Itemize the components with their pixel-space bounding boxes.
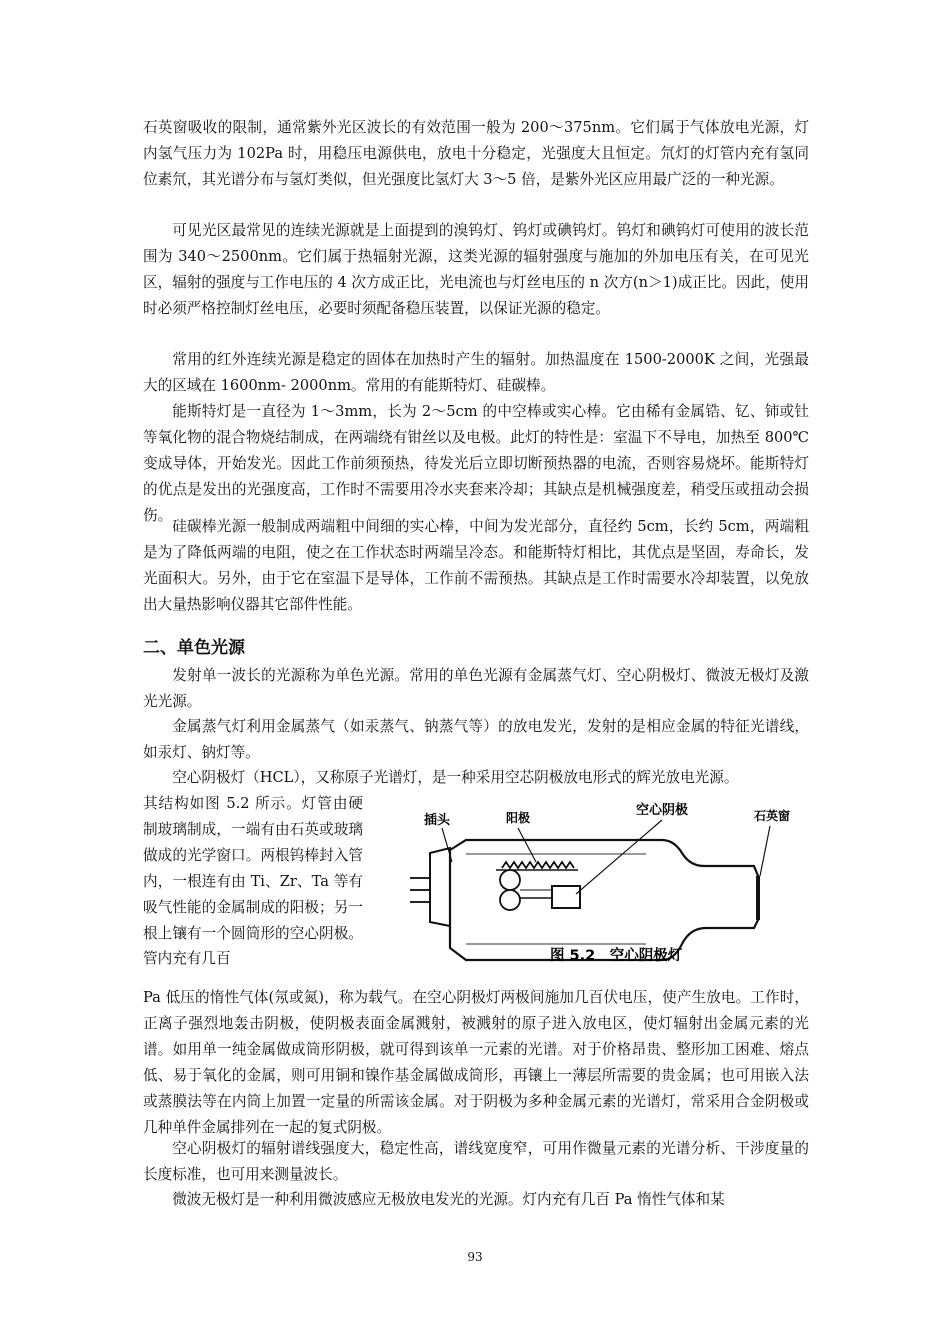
figure-caption: 图 5.2 空心阴极灯: [550, 948, 683, 964]
paragraph-microwave-lamp: 微波无极灯是一种利用微波感应无极放电发光的光源。灯内充有几百 Pa 惰性气体和某: [172, 1191, 725, 1208]
label-hollow-cathode: 空心阴极: [636, 803, 689, 818]
plug-base: [430, 848, 450, 926]
section-heading: 二、单色光源: [143, 638, 245, 658]
hollow-cathode: [552, 886, 580, 908]
paragraph-globar: 硅碳棒光源一般制成两端粗中间细的实心棒，中间为发光部分，直径约 5cm，长约 5cm，两端粗是为了降低两端的电阻，使之在工作状态时两端呈冷态。和能斯特灯相比，其优点是坚固，寿命长，发光面积大。另外，由于它在室温下是导体，工作前不需预热。其缺点是工作时需要水冷却装置，以免放出大量热影响仪器其它部件性能。: [143, 518, 809, 613]
leader-window: [760, 826, 770, 876]
page-number: 93: [467, 1250, 483, 1264]
paragraph-monochromatic: 发射单一波长的光源称为单色光源。常用的单色光源有金属蒸气灯、空心阴极灯、微波无极灯及激光光源。: [143, 667, 809, 710]
paragraph-hcl-applications: 空心阴极灯的辐射谱线强度大，稳定性高，谱线宽度窄，可用作微量元素的光谱分析、干涉度量的长度标准，也可用来测量波长。: [143, 1140, 809, 1183]
figure-hollow-cathode-lamp: [406, 798, 810, 974]
hollow-cathode-lamp-diagram: [406, 798, 810, 974]
glass-envelope: [450, 840, 758, 960]
label-anode: 阳极: [506, 811, 531, 825]
paragraph-hcl-continued: Pa 低压的惰性气体(氖或氮)，称为载气。在空心阴极灯两极间施加几百伏电压，使产生放电。工作时，正离子强烈地轰击阴极，使阴极表面金属溅射，被溅射的原子进入放电区，使灯辐射出金属元素的光谱。如用单一纯金属做成筒形阴极，就可得到该单一元素的光谱。对于价格昂贵、整形加工困难、熔点低、易于氧化的金属，则可用铜和镍作基金属做成筒形，再镶上一薄层所需要的贵金属；也可用嵌入法或蒸膜法等在内筒上加置一定量的所需该金属。对于阴极为多种金属元素的光谱灯，常采用合金阴极或几种单件金属排列在一起的复式阴极。: [143, 989, 809, 1136]
paragraph-nernst-lamp: 能斯特灯是一直径为 1～3mm，长为 2～5cm 的中空棒或实心棒。它由稀有金属锆、钇、铈或钍等氧化物的混合物烧结制成，在两端绕有钳丝以及电极。此灯的特性是：室温下不导电，加热至 800℃变成导体，开始发光。因此工作前须预热，待发光后立即切断预热器的电流，否则容易烧坏。能斯特灯的优点是发出的光强度高，工作时不需要用冷水夹套来冷却；其缺点是机械强度差，稍受压或扭动会损伤。: [143, 403, 809, 524]
paragraph-ir-sources: 常用的红外连续光源是稳定的固体在加热时产生的辐射。加热温度在 1500-2000K 之间，光强最大的区域在 1600nm- 2000nm。常用的有能斯特灯、硅碳棒。: [143, 351, 809, 394]
label-plug: 插头: [424, 813, 451, 828]
paragraph-hcl-wrap: 其结构如图 5.2 所示。灯管由硬制玻璃制成，一端有由石英或玻璃做成的光学窗口。两根钨棒封入管内，一根连有由 Ti、Zr、Ta 等有吸气性能的金属制成的阳极；另一根上镶有一个圆筒形的空心阴极。管内充有几百: [143, 795, 363, 968]
paragraph-uv-lamps: 石英窗吸收的限制，通常紫外光区波长的有效范围一般为 200～375nm。它们属于气体放电光源，灯内氢气压力为 102Pa 时，用稳压电源供电，放电十分稳定，光强度大且恒定。氘灯的灯管内充有氢同位素氘，其光谱分布与氢灯类似，但光强度比氢灯大 3～5 倍，是紫外光区应用最广泛的一种光源。: [143, 119, 809, 188]
support-ring: [500, 890, 520, 910]
support-ring: [500, 870, 520, 890]
paragraph-metal-vapor-lamp: 金属蒸气灯利用金属蒸气（如汞蒸气、钠蒸气等）的放电发光，发射的是相应金属的特征光谱线，如汞灯、钠灯等。: [143, 718, 809, 761]
paragraph-hcl-intro: 空心阴极灯（HCL），又称原子光谱灯，是一种采用空芯阴极放电形式的辉光放电光源。: [172, 769, 739, 786]
label-quartz-window: 石英窗: [754, 809, 791, 823]
paragraph-visible-sources: 可见光区最常见的连续光源就是上面提到的溴钨灯、钨灯或碘钨灯。钨灯和碘钨灯可使用的波长范围为 340～2500nm。它们属于热辐射光源，这类光源的辐射强度与施加的外加电压有关，在可见光区，辐射的强度与工作电压的 4 次方成正比，光电流也与灯丝电压的 n 次方(n＞1)成正比。因此，使用时必须严格控制灯丝电压，必要时须配备稳压装置，以保证光源的稳定。: [143, 222, 809, 317]
